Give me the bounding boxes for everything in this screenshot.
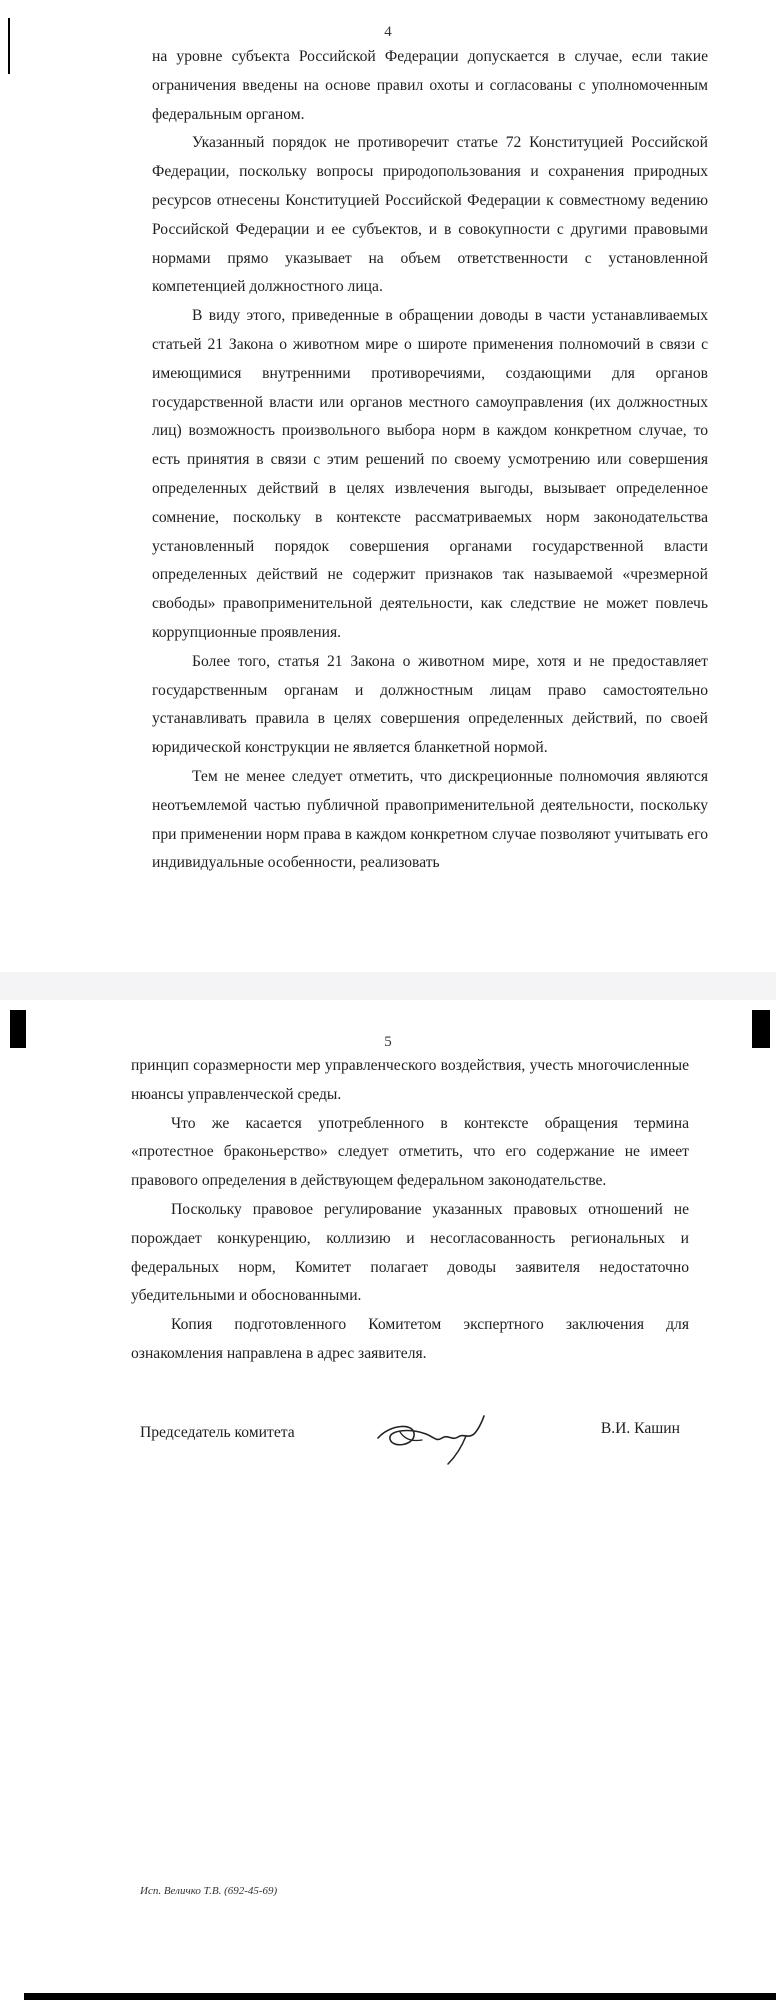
- paragraph: В виду этого, приведенные в обращении доводы в части устанавливаемых статьей 21 Закона о животном мире о широте применения полномочий в связи с имеющимися внутренними противоречиями, создающими для органов государственной власти или органов местного самоуправления (их должностных лиц) возможность произвольного выбора норм в каждом конкретном случае, то есть принятия в связи с этим решений по своему усмотрению или совершения определенных действий в целях извлечения выгоды, вызывает определенное сомнение, поскольку в контексте рассматриваемых норм законодательства установленный порядок совершения органами государственной власти определенных действий не содержит признаков так называемой «чрезмерной свободы» правоприменительной деятельности, как следствие не может повлечь коррупционные проявления.: [152, 307, 708, 641]
- signatory-name: В.И. Кашин: [600, 1420, 680, 1437]
- scan-border-mark: [752, 1010, 770, 1048]
- paragraph: Более того, статья 21 Закона о животном мире, хотя и не предоставляет государственным органам и должностным лицам право самостоятельно устанавливать правила в целях совершения определенных действий, по своей юридической конструкции не является бланкетной нормой.: [152, 652, 708, 757]
- scan-border-mark: [24, 1993, 776, 2000]
- paragraph: Копия подготовленного Комитетом экспертного заключения для ознакомления направлена в адрес заявителя.: [131, 1316, 689, 1362]
- paragraph: на уровне субъекта Российской Федерации допускается в случае, если такие ограничения введены на основе правил охоты и согласованы с уполномоченным федеральным органом.: [152, 48, 708, 123]
- signatory-title: Председатель комитета: [140, 1424, 295, 1441]
- document-page-5: [0, 1000, 776, 2000]
- page-number: 4: [384, 24, 392, 40]
- paragraph: Поскольку правовое регулирование указанных правовых отношений не порождает конкуренцию, коллизию и несогласованность региональных и федеральных норм, Комитет полагает доводы заявителя недостаточно убедительными и обоснованными.: [131, 1200, 689, 1305]
- signature-block: [140, 1408, 680, 1468]
- page-number: 5: [384, 1034, 392, 1050]
- page-body: [152, 43, 708, 878]
- scan-border-mark: [10, 1010, 26, 1048]
- handwritten-signature: [370, 1408, 490, 1466]
- scan-border-mark: [8, 18, 10, 74]
- page-body: [131, 1052, 689, 1369]
- paragraph: Что же касается употребленного в контексте обращения термина «протестное браконьерство» следует отметить, что его содержание не имеет правового определения в действующем федеральном законодательстве.: [131, 1114, 689, 1190]
- paragraph: Тем не менее следует отметить, что дискреционные полномочия являются неотъемлемой частью публичной правоприменительной деятельности, поскольку при применении норм права в каждом конкретном случае позволяют учитывать его индивидуальные особенности, реализовать: [152, 767, 708, 872]
- executor-note: Исп. Величко Т.В. (692-45-69): [140, 1885, 278, 1897]
- paragraph: принцип соразмерности мер управленческого воздействия, учесть многочисленные нюансы управленческой среды.: [131, 1057, 689, 1103]
- paragraph: Указанный порядок не противоречит статье 72 Конституцией Российской Федерации, поскольку вопросы природопользования и сохранения природных ресурсов отнесены Конституцией Российской Федерации к совместному ведению Российской Федерации и ее субъектов, и в совокупности с другими правовыми нормами прямо указывает на объем ответственности с установленной компетенцией должностного лица.: [152, 134, 708, 296]
